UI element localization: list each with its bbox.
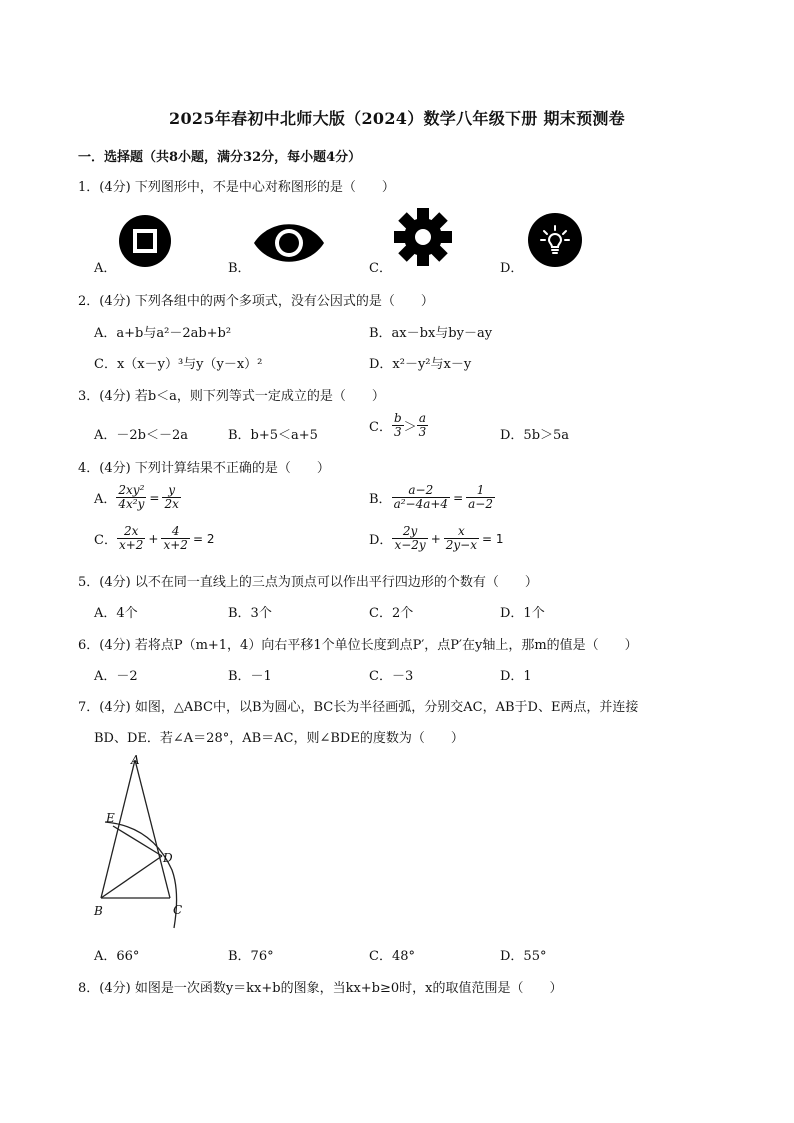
- q6-option-b: B．－1: [228, 669, 272, 684]
- q3-c-prefix: C．: [369, 420, 392, 435]
- fraction: [392, 412, 404, 439]
- q3-option-d: D．5b＞5a: [500, 428, 570, 443]
- q3-option-a: A．－2b＜－2a: [94, 428, 189, 443]
- question-6-stem: 6．(4分) 若将点P（m+1，4）向右平移1个单位长度到点P′，点P′在y轴上，那m的值是（ ）: [78, 638, 638, 653]
- denominator: x+2: [163, 538, 188, 552]
- q6-option-a: A．－2: [94, 669, 138, 684]
- question-2-stem: 2．(4分) 下列各组中的两个多项式，没有公因式的是（ ）: [78, 294, 434, 309]
- q1-option-b-label: B．: [228, 261, 251, 276]
- q7-option-c: C．48°: [369, 949, 415, 964]
- vertex-label-a: A: [131, 753, 140, 767]
- denominator: 3: [393, 425, 402, 439]
- q5-option-b: B．3个: [228, 606, 272, 621]
- numerator: 4: [161, 525, 189, 539]
- q4-option-d: [369, 525, 504, 552]
- denominator: 2y−x: [445, 538, 477, 552]
- numerator: x: [444, 525, 479, 539]
- fraction: [392, 484, 451, 511]
- equals-sign: =: [453, 490, 464, 505]
- option-prefix: B．: [369, 492, 392, 507]
- vertex-label-c: C: [173, 903, 183, 917]
- eye-icon: [252, 220, 326, 266]
- q6-option-c: C．－3: [369, 669, 414, 684]
- q1-option-a-label: A．: [94, 261, 117, 276]
- question-7-stem-line2: BD、DE．若∠A＝28°，AB＝AC，则∠BDE的度数为（ ）: [94, 731, 464, 746]
- gear-icon: [394, 208, 452, 266]
- q2-option-d: D．x²－y²与x－y: [369, 357, 472, 372]
- numerator: 2y: [392, 525, 427, 539]
- q2-option-c: C．x（x－y）³与y（y－x）²: [94, 357, 263, 372]
- fraction: [117, 525, 145, 552]
- q4-option-c: [94, 525, 214, 552]
- question-4-stem: 4．(4分) 下列计算结果不正确的是（ ）: [78, 461, 330, 476]
- lightbulb-icon: [527, 212, 583, 268]
- q7-option-d: D．55°: [500, 949, 547, 964]
- q1-option-c-label: C．: [369, 261, 392, 276]
- q2-option-a: A．a+b与a²－2ab+b²: [94, 326, 232, 341]
- q7-option-b: B．76°: [228, 949, 274, 964]
- numerator: a: [417, 412, 429, 426]
- q7-option-a: A．66°: [94, 949, 140, 964]
- q2-option-b: B．ax－bx与by－ay: [369, 326, 493, 341]
- question-7-stem-line1: 7．(4分) 如图，△ABC中，以B为圆心，BC长为半径画弧，分别交AC，AB于D、E两点，并连接: [78, 700, 639, 715]
- square-in-circle-icon: [118, 214, 172, 268]
- option-prefix: C．: [94, 533, 117, 548]
- q4-option-a: [94, 484, 181, 511]
- question-3-stem: 3．(4分) 若b＜a，则下列等式一定成立的是（ ）: [78, 389, 385, 404]
- denominator: 4x²y: [118, 497, 145, 511]
- question-1-stem: 1．(4分) 下列图形中，不是中心对称图形的是（ ）: [78, 180, 395, 195]
- numerator: y: [162, 484, 180, 498]
- numerator: 2xy²: [118, 483, 145, 497]
- vertex-label-b: B: [94, 904, 103, 918]
- question-5-stem: 5．(4分) 以不在同一直线上的三点为顶点可以作出平行四边形的个数有（ ）: [78, 575, 538, 590]
- q5-option-c: C．2个: [369, 606, 414, 621]
- q3-option-c: [369, 412, 428, 439]
- plus-sign: +: [430, 531, 441, 546]
- denominator: 3: [418, 425, 427, 439]
- operator: ＞: [403, 420, 417, 435]
- denominator: 2x: [164, 497, 179, 511]
- fraction: [161, 525, 189, 552]
- result: = 2: [192, 531, 215, 546]
- q1-option-d-label: D．: [500, 261, 524, 276]
- denominator: x+2: [118, 538, 144, 552]
- denominator: a²−4a+4: [393, 497, 449, 511]
- result: = 1: [482, 531, 504, 546]
- page-title: 2025年春初中北师大版（2024）数学八年级下册 期末预测卷: [169, 109, 625, 128]
- denominator: x−2y: [394, 538, 426, 552]
- fraction: [444, 525, 479, 552]
- q5-option-d: D．1个: [500, 606, 545, 621]
- option-prefix: A．: [94, 492, 117, 507]
- triangle-figure: [88, 752, 188, 934]
- fraction: [417, 412, 429, 439]
- equals-sign: =: [149, 490, 160, 505]
- question-8-stem: 8．(4分) 如图是一次函数y＝kx+b的图象，当kx+b≥0时，x的取值范围是（ ）: [78, 981, 563, 996]
- fraction: [392, 525, 427, 552]
- q6-option-d: D．1: [500, 669, 532, 684]
- numerator: 2x: [117, 525, 145, 539]
- q4-option-b: [369, 484, 495, 511]
- numerator: b: [393, 411, 402, 425]
- q5-option-a: A．4个: [94, 606, 138, 621]
- fraction: [162, 484, 180, 511]
- numerator: 1: [466, 484, 495, 498]
- q3-option-b: B．b+5＜a+5: [228, 428, 318, 443]
- option-prefix: D．: [369, 533, 393, 548]
- vertex-label-d: D: [163, 851, 173, 865]
- section-heading: 一．选择题（共8小题，满分32分，每小题4分）: [78, 150, 362, 165]
- denominator: a−2: [468, 497, 493, 511]
- vertex-label-e: E: [106, 811, 115, 825]
- plus-sign: +: [148, 531, 159, 546]
- numerator: a−2: [392, 484, 451, 498]
- fraction: [116, 484, 146, 511]
- fraction: [466, 484, 495, 511]
